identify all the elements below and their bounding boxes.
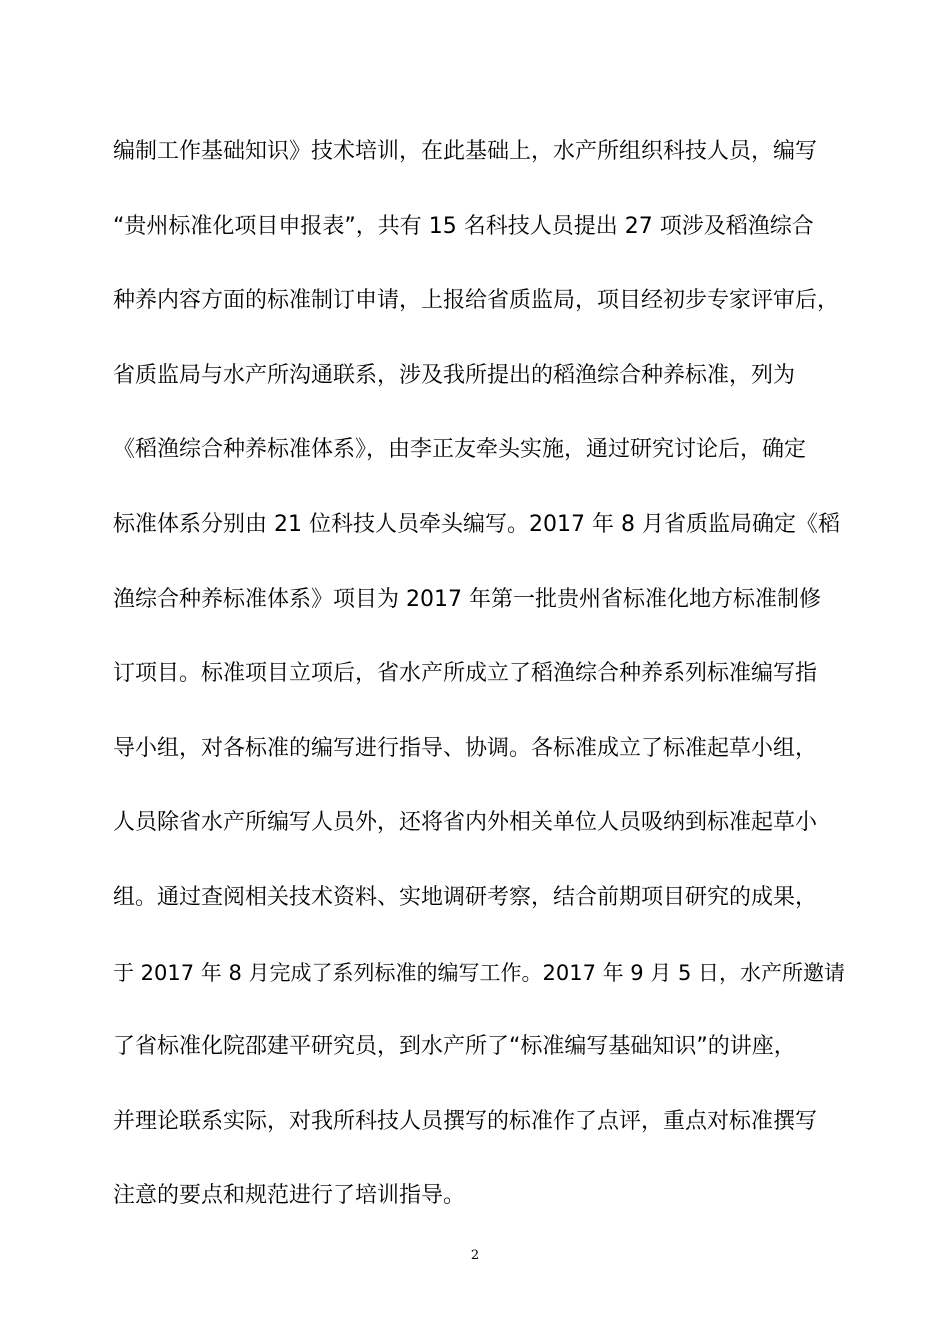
text-line: 注意的要点和规范进行了培训指导。	[113, 1183, 466, 1209]
text-line: 订项目。标准项目立项后，省水产所成立了稻渔综合种养系列标准编写指	[113, 661, 818, 687]
text-line: 渔综合种养标准体系》项目为 2017 年第一批贵州省标准化地方标准制修	[113, 586, 821, 612]
text-line: 组。通过查阅相关技术资料、实地调研考察，结合前期项目研究的成果，	[113, 884, 818, 910]
text-line: 《稻渔综合种养标准体系》，由李正友牵头实施，通过研究讨论后，确定	[113, 437, 807, 463]
text-line: 于 2017 年 8 月完成了系列标准的编写工作。2017 年 9 月 5 日，水产所邀请	[113, 960, 846, 985]
text-line: 省质监局与水产所沟通联系，涉及我所提出的稻渔综合种养标准，列为	[113, 362, 796, 388]
text-line: 人员除省水产所编写人员外，还将省内外相关单位人员吸纳到标准起草小	[113, 810, 818, 836]
text-line: 并理论联系实际，对我所科技人员撰写的标准作了点评，重点对标准撰写	[113, 1108, 818, 1134]
text-line: 标准体系分别由 21 位科技人员牵头编写。2017 年 8 月省质监局确定《稻	[113, 511, 840, 537]
text-line: “贵州标准化项目申报表”，共有 15 名科技人员提出 27 项涉及稻渔综合	[113, 213, 814, 239]
body-paragraph	[113, 130, 846, 1249]
text-line: 编制工作基础知识》技术培训，在此基础上，水产所组织科技人员，编写	[113, 139, 818, 164]
page-number: 2	[470, 1248, 480, 1263]
text-line: 种养内容方面的标准制订申请，上报给省质监局，项目经初步专家评审后，	[113, 288, 840, 314]
text-line: 了省标准化院邵建平研究员，到水产所了“标准编写基础知识”的讲座，	[113, 1034, 796, 1060]
text-line: 导小组，对各标准的编写进行指导、协调。各标准成立了标准起草小组，	[113, 735, 818, 761]
